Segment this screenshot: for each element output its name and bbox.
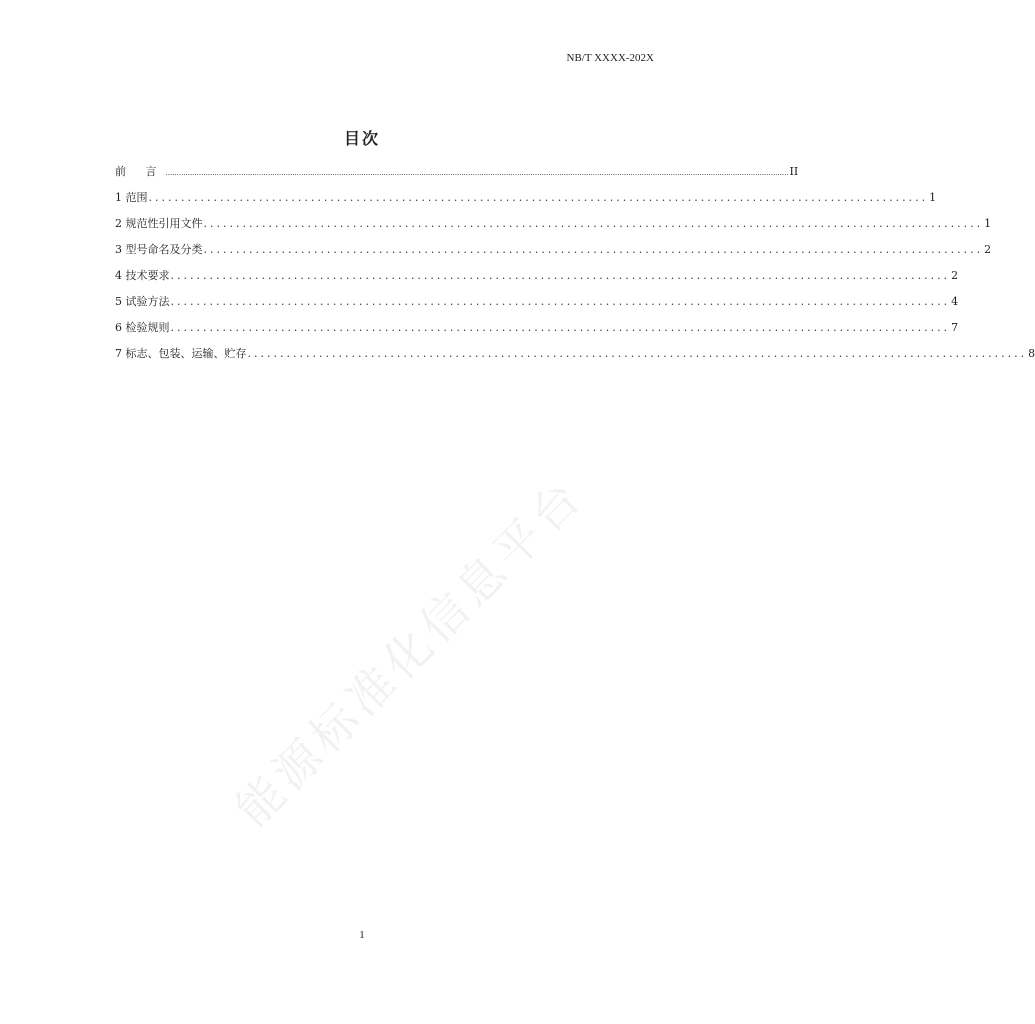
watermark-text: 能源标准化信息平台 bbox=[225, 467, 595, 837]
toc-title: 目次 bbox=[343, 129, 380, 148]
toc-entry-label: 前 言 bbox=[115, 165, 165, 178]
dot-leader: ........................................................................................................................................................................................................................................................................................ bbox=[165, 169, 789, 177]
toc-entry-label: 5 试验方法 bbox=[115, 295, 170, 308]
toc-entry-page: 2 bbox=[951, 269, 959, 282]
dot-leader: ........................................................................................................................ bbox=[247, 347, 1028, 360]
toc-entry-4[interactable] bbox=[115, 267, 959, 293]
toc-entry-page: II bbox=[789, 165, 799, 178]
page-number: 1 bbox=[359, 929, 365, 941]
toc-entry-5[interactable] bbox=[115, 293, 959, 319]
table-of-contents bbox=[115, 163, 1035, 371]
toc-entry-page: 1 bbox=[984, 217, 992, 230]
toc-entry-label: 4 技术要求 bbox=[115, 269, 170, 282]
toc-entry-6[interactable] bbox=[115, 319, 959, 345]
toc-entry-page: 1 bbox=[929, 191, 937, 204]
toc-entry-page: 4 bbox=[951, 295, 959, 308]
dot-leader: ........................................................................................................................ bbox=[203, 217, 984, 230]
toc-entry-page: 8 bbox=[1028, 347, 1035, 360]
toc-entry-2[interactable] bbox=[115, 215, 992, 241]
toc-entry-page: 2 bbox=[984, 243, 992, 256]
toc-entry-label: 2 规范性引用文件 bbox=[115, 217, 203, 230]
dot-leader: ........................................................................................................................ bbox=[148, 191, 929, 204]
dot-leader: ........................................................................................................................ bbox=[203, 243, 984, 256]
toc-entry-3[interactable] bbox=[115, 241, 992, 267]
toc-entry-page: 7 bbox=[951, 321, 959, 334]
toc-entry-preface[interactable] bbox=[115, 163, 799, 189]
dot-leader: ........................................................................................................................ bbox=[170, 321, 951, 334]
toc-entry-label: 1 范围 bbox=[115, 191, 148, 204]
toc-entry-7[interactable] bbox=[115, 345, 1035, 371]
toc-entry-label: 7 标志、包装、运输、贮存 bbox=[115, 347, 247, 360]
toc-entry-label: 6 检验规则 bbox=[115, 321, 170, 334]
toc-entry-label: 3 型号命名及分类 bbox=[115, 243, 203, 256]
toc-entry-1[interactable] bbox=[115, 189, 937, 215]
dot-leader: ........................................................................................................................ bbox=[170, 295, 951, 308]
document-code: NB/T XXXX-202X bbox=[566, 52, 654, 64]
dot-leader: ........................................................................................................................ bbox=[170, 269, 951, 282]
